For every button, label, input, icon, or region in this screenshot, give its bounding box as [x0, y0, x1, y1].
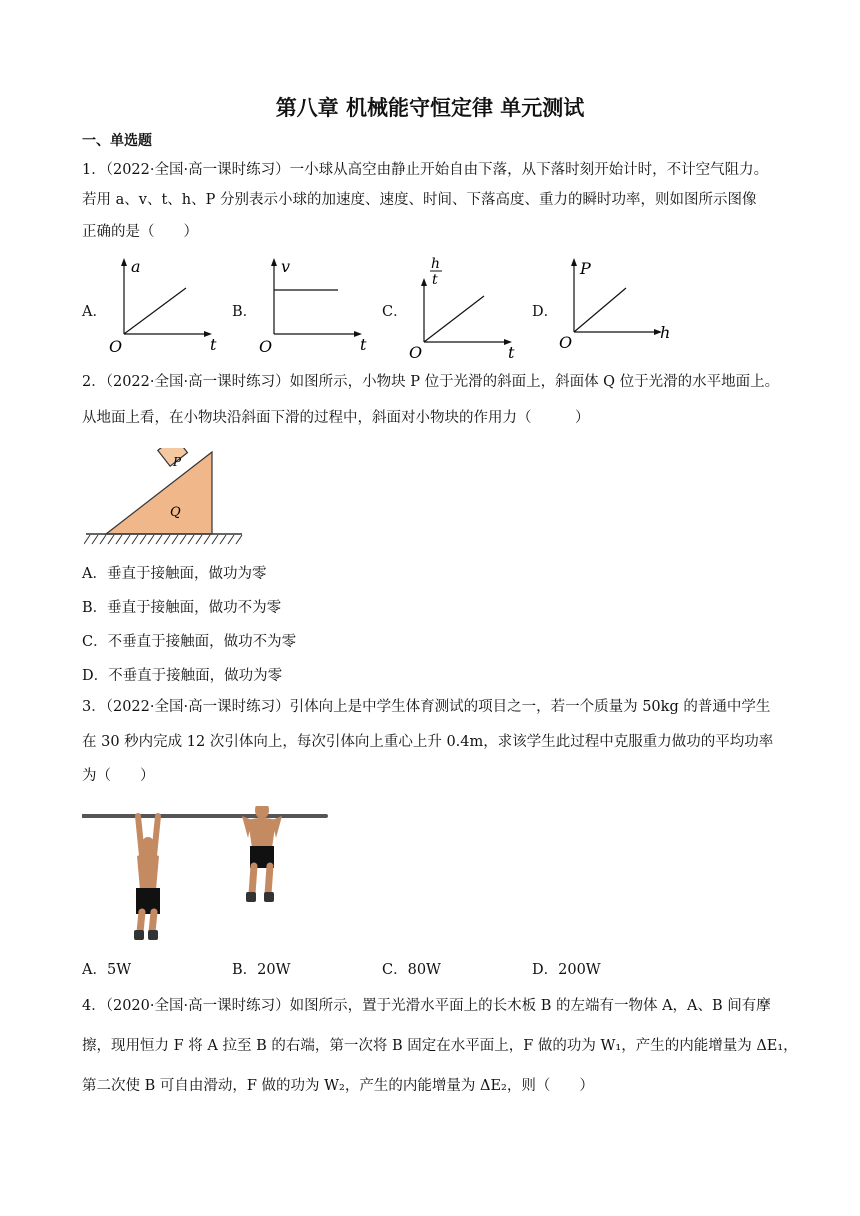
q2-option-c: C．不垂直于接触面，做功不为零 [82, 634, 297, 650]
q2-incline-figure [84, 448, 244, 548]
pull-up-photo [82, 806, 332, 951]
q1-d-x-axis-label: h [660, 323, 671, 342]
q3-option-b: B．20W [232, 962, 291, 978]
pulling-up-man-figure [242, 806, 282, 902]
q4-line1: 4．（2020·全国·高一课时练习）如图所示，置于光滑水平面上的长木板 B 的左端有一物体 A，A、B 间有摩 [82, 998, 771, 1014]
q1-option-d-label: D． [532, 304, 559, 320]
wedge-q-label: Q [170, 505, 181, 520]
q1-c-y-axis-denominator: t [432, 272, 438, 288]
section-title: 一、单选题 [82, 133, 152, 149]
q2-option-a: A．垂直于接触面，做功为零 [82, 566, 267, 582]
q3-option-c: C．80W [382, 962, 441, 978]
q1-line2: 若用 a、v、t、h、P 分别表示小球的加速度、速度、时间、下落高度、重力的瞬时功率，则如图所示图像 [82, 192, 757, 208]
q2-line2: 从地面上看，在小物块沿斜面下滑的过程中，斜面对小物块的作用力（ ） [82, 410, 590, 426]
q1-graph-a [100, 254, 230, 354]
q1-graph-c [400, 254, 530, 360]
q1-option-a-label: A． [82, 304, 107, 320]
wedge-q [106, 452, 212, 534]
q1-option-b-label: B． [232, 304, 258, 320]
q1-a-origin-label: O [109, 337, 123, 354]
q1-d-y-axis-label: P [580, 259, 591, 278]
q1-option-c-label: C． [382, 304, 408, 320]
q2-option-d: D．不垂直于接触面，做功为零 [82, 668, 283, 684]
q1-c-x-axis-label: t [508, 343, 515, 360]
page-title: 第八章 机械能守恒定律 单元测试 [275, 96, 585, 120]
q1-a-x-axis-label: t [210, 335, 217, 354]
q1-line1: 1．（2022·全国·高一课时练习）一小球从高空由静止开始自由下落，从下落时刻开始计时，不计空气阻力。 [82, 162, 769, 178]
q4-line3: 第二次使 B 可自由滑动，F 做的功为 W₂，产生的内能增量为 ΔE₂，则（ ） [82, 1078, 594, 1094]
q4-line2: 擦，现用恒力 F 将 A 拉至 B 的右端，第一次将 B 固定在水平面上，F 做的功为 W₁，产生的内能增量为 ΔE₁， [82, 1038, 798, 1054]
hanging-man-figure [134, 816, 160, 940]
q1-graph-d [550, 254, 680, 354]
q1-c-origin-label: O [409, 343, 423, 360]
q2-option-b: B．垂直于接触面，做功不为零 [82, 600, 282, 616]
q3-line3: 为（ ） [82, 768, 155, 784]
q3-option-d: D．200W [532, 962, 601, 978]
q3-line1: 3．（2022·全国·高一课时练习）引体向上是中学生体育测试的项目之一，若一个质量为 50kg 的普通中学生 [82, 699, 771, 715]
q1-d-origin-label: O [559, 333, 573, 352]
q1-line3: 正确的是（ ） [82, 224, 198, 240]
block-p-label: P [173, 455, 182, 469]
q3-line2: 在 30 秒内完成 12 次引体向上，每次引体向上重心上升 0.4m，求该学生此过程中克服重力做功的平均功率 [82, 734, 774, 750]
q3-option-a: A．5W [82, 962, 132, 978]
q2-line1: 2．（2022·全国·高一课时练习）如图所示，小物块 P 位于光滑的斜面上，斜面体 Q 位于光滑的水平地面上。 [82, 374, 780, 390]
q1-b-x-axis-label: t [360, 335, 367, 354]
q1-b-y-axis-label: v [281, 257, 291, 276]
q1-c-y-axis-numerator: h [431, 256, 441, 272]
q1-b-origin-label: O [259, 337, 273, 354]
q1-a-y-axis-label: a [131, 257, 141, 276]
q1-graph-b [250, 254, 380, 354]
